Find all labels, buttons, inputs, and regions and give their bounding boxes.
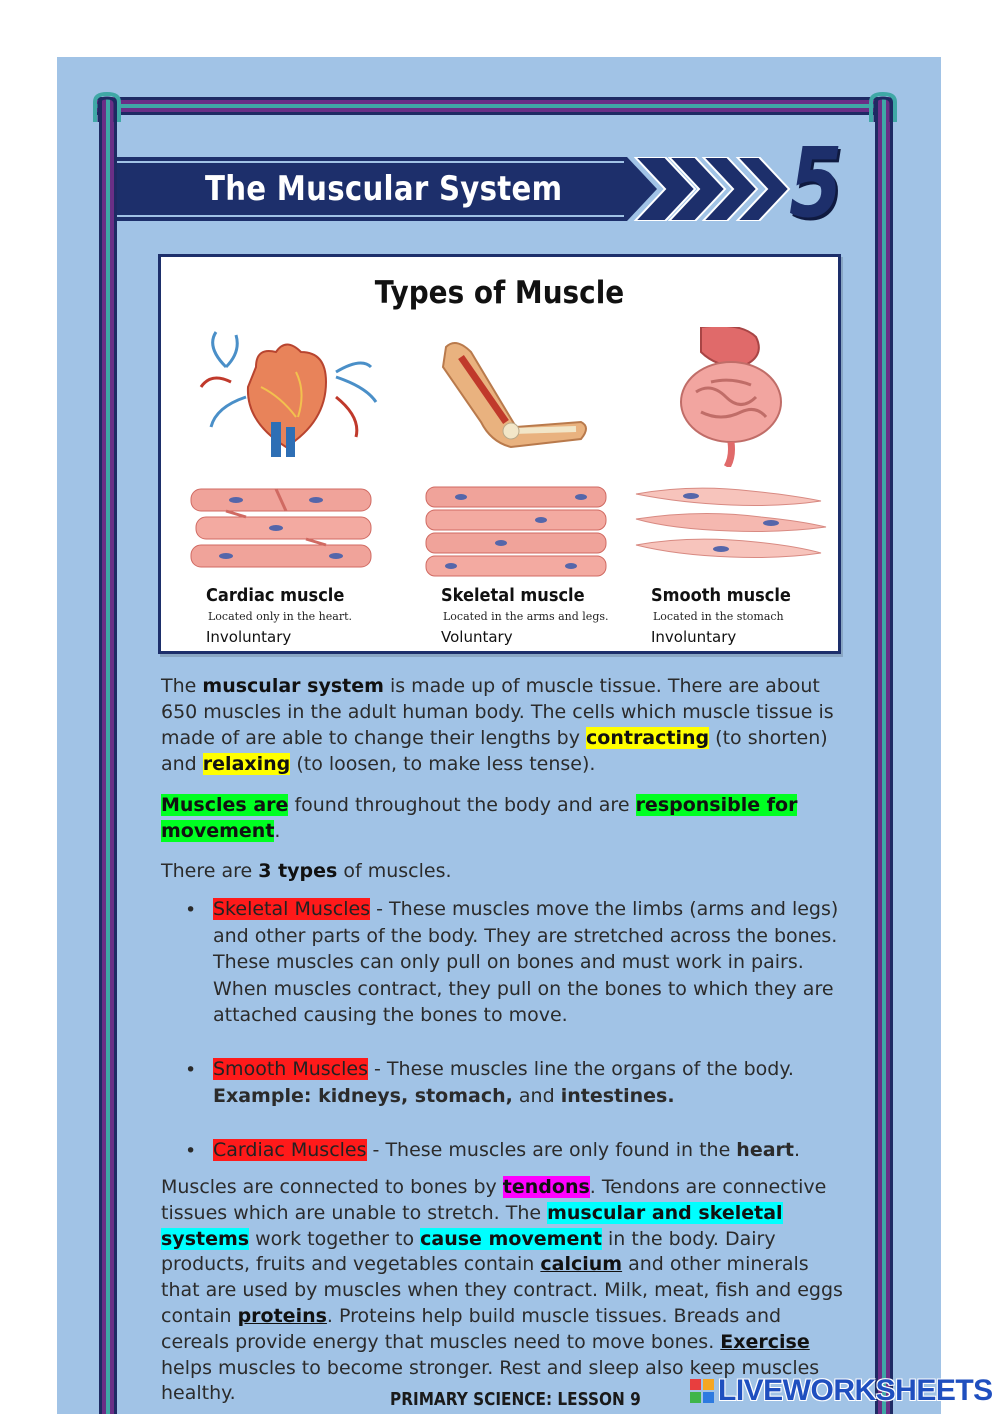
watermark-text: LIVEWORKSHEETS: [718, 1374, 993, 1407]
term-proteins: proteins: [237, 1304, 327, 1327]
page-title: The Muscular System: [205, 169, 563, 209]
text-run: Muscles are connected to bones by: [161, 1176, 503, 1198]
example-stomach: stomach,: [414, 1084, 513, 1107]
term-cardiac-muscles: Cardiac Muscles: [213, 1139, 367, 1161]
text-run: is made up of muscle tissue. There are about 650 muscles in the adult human body. The cells which muscle tissue is made of are able to change their lengths by: [161, 675, 834, 749]
list-item-skeletal: [213, 896, 853, 1029]
page-footer: PRIMARY SCIENCE: LESSON 9: [390, 1389, 641, 1410]
types-of-muscle-figure: [158, 254, 841, 654]
frame-left-border: [99, 97, 117, 1414]
text-run: and other minerals that are used by muscles when they contract. Milk, meat, fish and eggs contain: [161, 1253, 843, 1327]
frame-top-border: [97, 97, 887, 115]
text-run: helps muscles to become stronger. Rest and sleep also keep muscles healthy.: [161, 1356, 820, 1405]
bullet-marker: •: [185, 1059, 197, 1081]
frame-corner-ornament-left: [93, 92, 121, 122]
example-kidneys: kidneys: [318, 1084, 401, 1107]
muscle-name: Smooth muscle: [651, 585, 791, 606]
text-run: - These muscles are only found in the: [366, 1139, 737, 1161]
figure-title: Types of Muscle: [374, 275, 625, 311]
term-3-types: 3 types: [258, 860, 338, 882]
term-muscular-system: muscular system: [202, 675, 384, 697]
list-item-cardiac: [213, 1137, 853, 1164]
movement-paragraph: [161, 792, 851, 844]
muscle-name: Skeletal muscle: [441, 585, 585, 606]
term-exercise: Exercise: [720, 1330, 810, 1353]
term-cause-movement: cause movement: [420, 1227, 602, 1250]
intestine-icon: [631, 327, 831, 467]
text-run: The: [161, 675, 203, 697]
term-relaxing: relaxing: [202, 753, 291, 775]
term-responsible-for-movement: responsible for movement: [161, 794, 798, 842]
text-run: found throughout the body and are: [288, 794, 636, 816]
bullet-marker: •: [185, 1140, 197, 1162]
skeletal-fiber-illustration: [421, 479, 621, 579]
closing-paragraph: [161, 1175, 851, 1407]
term-muscles-are: Muscles are: [161, 794, 289, 816]
muscle-type-answer: Involuntary: [651, 628, 737, 646]
muscle-column-smooth: [631, 327, 831, 647]
term-contracting: contracting: [586, 727, 710, 749]
muscle-column-cardiac: [186, 327, 386, 647]
muscle-type-answer: Voluntary: [441, 628, 513, 646]
worksheet-page: [57, 57, 941, 1414]
text-run: of muscles.: [337, 860, 452, 882]
liveworksheets-watermark[interactable]: [690, 1374, 993, 1408]
list-item-smooth: Smooth Muscles - These muscles line the organs of the body. Example: kidneys, stomach, and intestines.: [213, 1058, 794, 1107]
text-run: .: [274, 820, 281, 842]
text-run: work together to: [249, 1227, 421, 1250]
heart-icon: [186, 327, 386, 467]
types-count-paragraph: [161, 858, 851, 884]
muscle-type-answer: Involuntary: [206, 628, 292, 646]
frame-corner-ornament-right: [869, 92, 897, 122]
text-run: (to shorten) and: [161, 727, 828, 775]
term-heart: heart: [736, 1139, 794, 1161]
text-run: .: [793, 1139, 801, 1161]
text-run: and: [518, 1084, 555, 1107]
term-tendons: tendons: [502, 1176, 590, 1198]
term-smooth-muscles: Smooth Muscles: [213, 1058, 368, 1080]
intro-paragraph: [161, 673, 851, 777]
text-run: There are: [161, 860, 259, 882]
lesson-number: 5: [789, 127, 843, 239]
example-label: Example: [213, 1084, 304, 1107]
muscle-location: Located only in the heart.: [208, 610, 352, 623]
example-intestines: intestines: [560, 1084, 668, 1107]
text-run: - These muscles move the limbs (arms and legs) and other parts of the body. They are stretched across the bones. These muscles can only pull on bones and must work in pairs. When muscles contract, they pull on the bones to which they are attached causing the bones to move.: [213, 898, 839, 1026]
text-run: (to loosen, to make less tense).: [290, 753, 596, 775]
cardiac-fiber-illustration: [186, 479, 386, 579]
liveworksheets-logo-icon: [690, 1379, 714, 1403]
text-run: in the body. Dairy products, fruits and vegetables contain: [161, 1227, 776, 1276]
muscle-location: Located in the stomach: [653, 610, 784, 623]
muscle-column-skeletal: [421, 327, 621, 647]
term-calcium: calcium: [540, 1253, 623, 1276]
arm-icon: [421, 327, 621, 467]
smooth-fiber-illustration: [631, 479, 831, 579]
term-skeletal-muscles: Skeletal Muscles: [213, 898, 371, 920]
muscle-name: Cardiac muscle: [206, 585, 345, 606]
text-run: . Proteins help build muscle tissues. Breads and cereals provide energy that muscles need to move bones.: [161, 1304, 782, 1353]
term-muscular-and-skeletal-systems: muscular and skeletal systems: [161, 1201, 783, 1250]
muscle-location: Located in the arms and legs.: [443, 610, 609, 623]
bullet-marker: •: [185, 899, 197, 921]
text-run: . Tendons are connective tissues which are unable to stretch. The: [161, 1176, 827, 1224]
text-run: - These muscles line the organs of the body.: [368, 1058, 794, 1080]
frame-right-border: [875, 97, 893, 1414]
